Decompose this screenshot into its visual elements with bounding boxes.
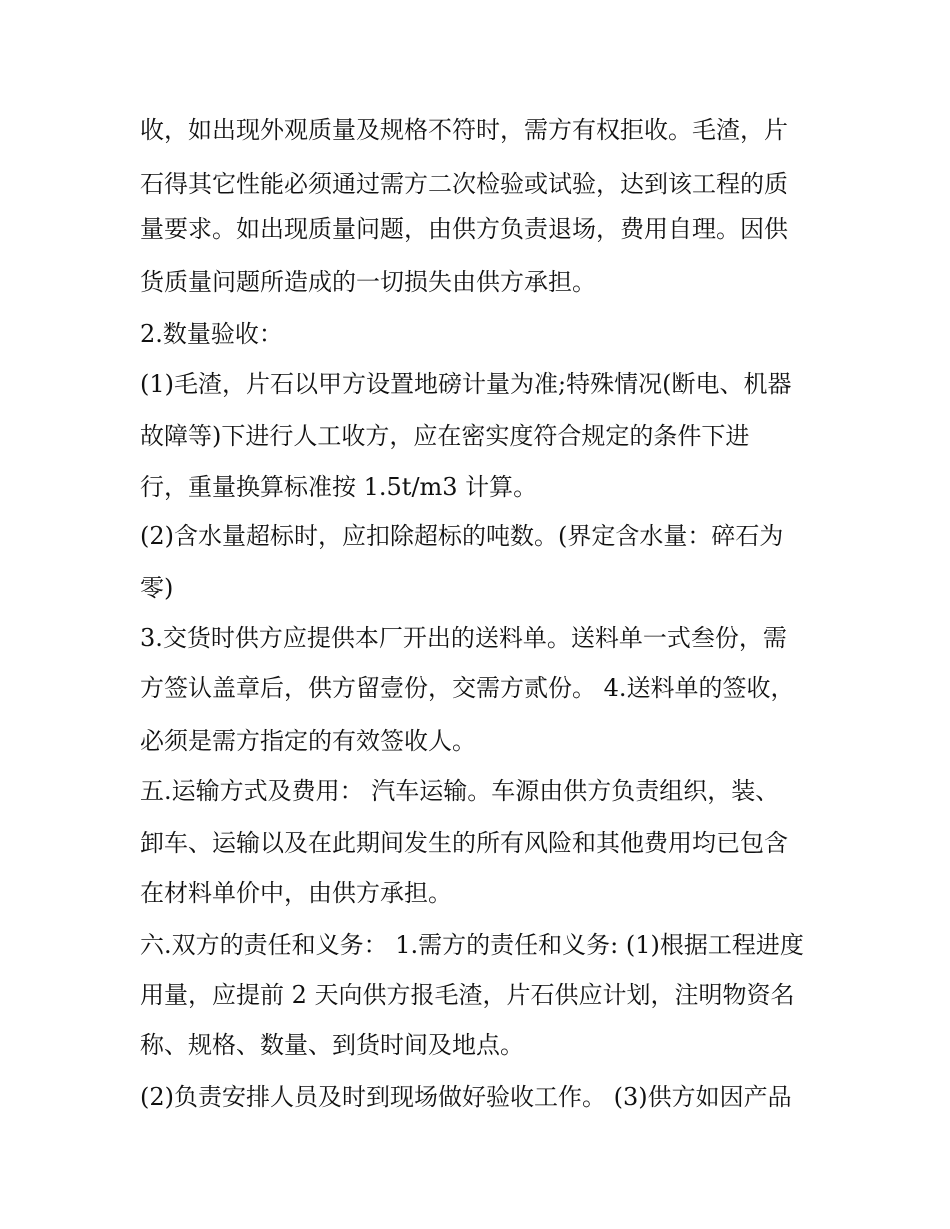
text-line: (2)负责安排人员及时到现场做好验收工作。 (3)供方如因产品	[140, 1083, 792, 1111]
text-line: 必须是需方指定的有效签收人。	[140, 727, 476, 755]
text-line: 卸车、运输以及在此期间发生的所有风险和其他费用均已包含	[140, 829, 788, 857]
text-line: 故障等)下进行人工收方，应在密实度符合规定的条件下进	[140, 422, 750, 450]
text-line: 行，重量换算标准按 1.5t/m3 计算。	[140, 473, 538, 501]
text-line: 六.双方的责任和义务： 1.需方的责任和义务: (1)根据工程进度	[140, 931, 804, 959]
text-line: 五.运输方式及费用： 汽车运输。车源由供方负责组织，装、	[140, 777, 780, 805]
text-line: 石得其它性能必须通过需方二次检验或试验，达到该工程的质	[140, 170, 788, 198]
text-line: 称、规格、数量、到货时间及地点。	[140, 1031, 524, 1059]
text-line: 货质量问题所造成的一切损失由供方承担。	[140, 268, 596, 296]
text-line: 在材料单价中，由供方承担。	[140, 879, 452, 907]
text-line: (2)含水量超标时，应扣除超标的吨数。(界定含水量：碎石为	[140, 522, 784, 550]
text-line: 用量，应提前 2 天向供方报毛渣，片石供应计划，注明物资名	[140, 981, 795, 1009]
text-line: 3.交货时供方应提供本厂开出的送料单。送料单一式叁份，需	[140, 624, 787, 652]
text-line: 收，如出现外观质量及规格不符时，需方有权拒收。毛渣，片	[140, 116, 788, 144]
text-line: 方签认盖章后，供方留壹份，交需方贰份。 4.送料单的签收，	[140, 674, 795, 702]
text-line: 零)	[140, 574, 174, 602]
text-line: 2.数量验收：	[140, 320, 283, 348]
text-line: (1)毛渣，片石以甲方设置地磅计量为准;特殊情况(断电、机器	[140, 370, 792, 398]
text-line: 量要求。如出现质量问题，由供方负责退场，费用自理。因供	[140, 215, 788, 243]
